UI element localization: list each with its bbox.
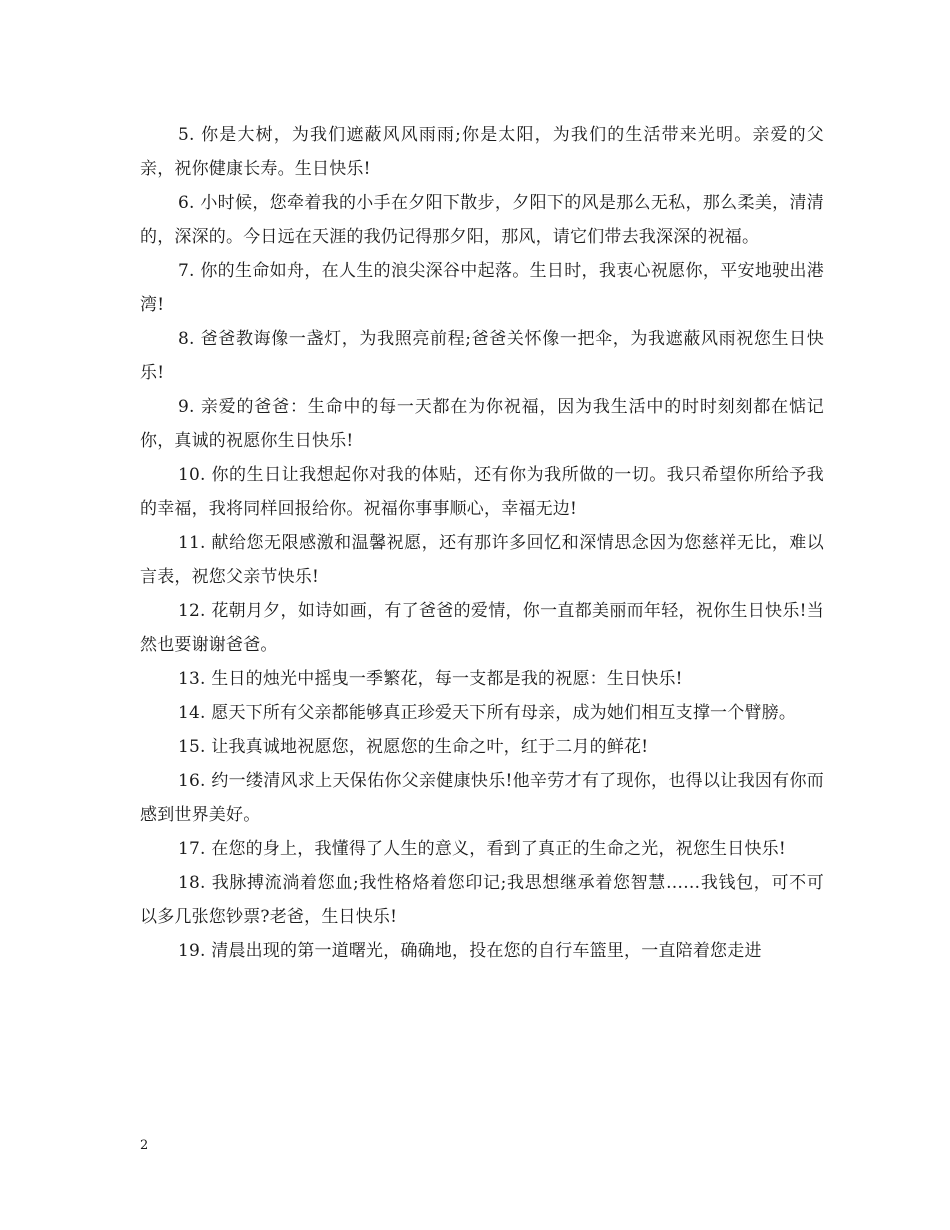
paragraph-5: 5. 你是大树，为我们遮蔽风风雨雨;你是太阳，为我们的生活带来光明。亲爱的父亲，祝你健康长寿。生日快乐! <box>140 125 824 179</box>
paragraph-9: 9. 亲爱的爸爸：生命中的每一天都在为你祝福，因为我生活中的时时刻刻都在惦记你，真诚的祝愿你生日快乐! <box>140 397 824 451</box>
paragraph-18: 18. 我脉搏流淌着您血;我性格烙着您印记;我思想继承着您智慧……我钱包，可不可以多几张您钞票?老爸，生日快乐! <box>140 873 824 927</box>
paragraph-6: 6. 小时候，您牵着我的小手在夕阳下散步，夕阳下的风是那么无私，那么柔美，清清的，深深的。今日远在天涯的我仍记得那夕阳，那风，请它们带去我深深的祝福。 <box>140 193 824 247</box>
paragraph-8: 8. 爸爸教诲像一盏灯，为我照亮前程;爸爸关怀像一把伞，为我遮蔽风雨祝您生日快乐! <box>140 329 824 383</box>
page-number: 2 <box>140 1138 149 1153</box>
paragraph-19: 19. 清晨出现的第一道曙光，确确地，投在您的自行车篮里，一直陪着您走进 <box>178 941 762 961</box>
paragraph-10: 10. 你的生日让我想起你对我的体贴，还有你为我所做的一切。我只希望你所给予我的幸福，我将同样回报给你。祝福你事事顺心，幸福无边! <box>140 465 824 519</box>
paragraph-7: 7. 你的生命如舟，在人生的浪尖深谷中起落。生日时，我衷心祝愿你，平安地驶出港湾! <box>140 261 824 315</box>
paragraph-11: 11. 献给您无限感激和温馨祝愿，还有那许多回忆和深情思念因为您慈祥无比，难以言表，祝您父亲节快乐! <box>140 533 824 587</box>
paragraph-13: 13. 生日的烛光中摇曳一季繁花，每一支都是我的祝愿：生日快乐! <box>178 669 683 689</box>
paragraph-16: 16. 约一缕清风求上天保佑你父亲健康快乐!他辛劳才有了现你，也得以让我因有你而感到世界美好。 <box>140 771 824 825</box>
paragraph-15: 15. 让我真诚地祝愿您，祝愿您的生命之叶，红于二月的鲜花! <box>178 737 649 757</box>
paragraph-14: 14. 愿天下所有父亲都能够真正珍爱天下所有母亲，成为她们相互支撑一个臂膀。 <box>178 703 797 723</box>
document-body <box>140 118 824 968</box>
paragraph-12: 12. 花朝月夕，如诗如画，有了爸爸的爱情，你一直都美丽而年轻，祝你生日快乐!当然也要谢谢爸爸。 <box>140 601 824 655</box>
paragraph-17: 17. 在您的身上，我懂得了人生的意义，看到了真正的生命之光，祝您生日快乐! <box>178 839 786 859</box>
